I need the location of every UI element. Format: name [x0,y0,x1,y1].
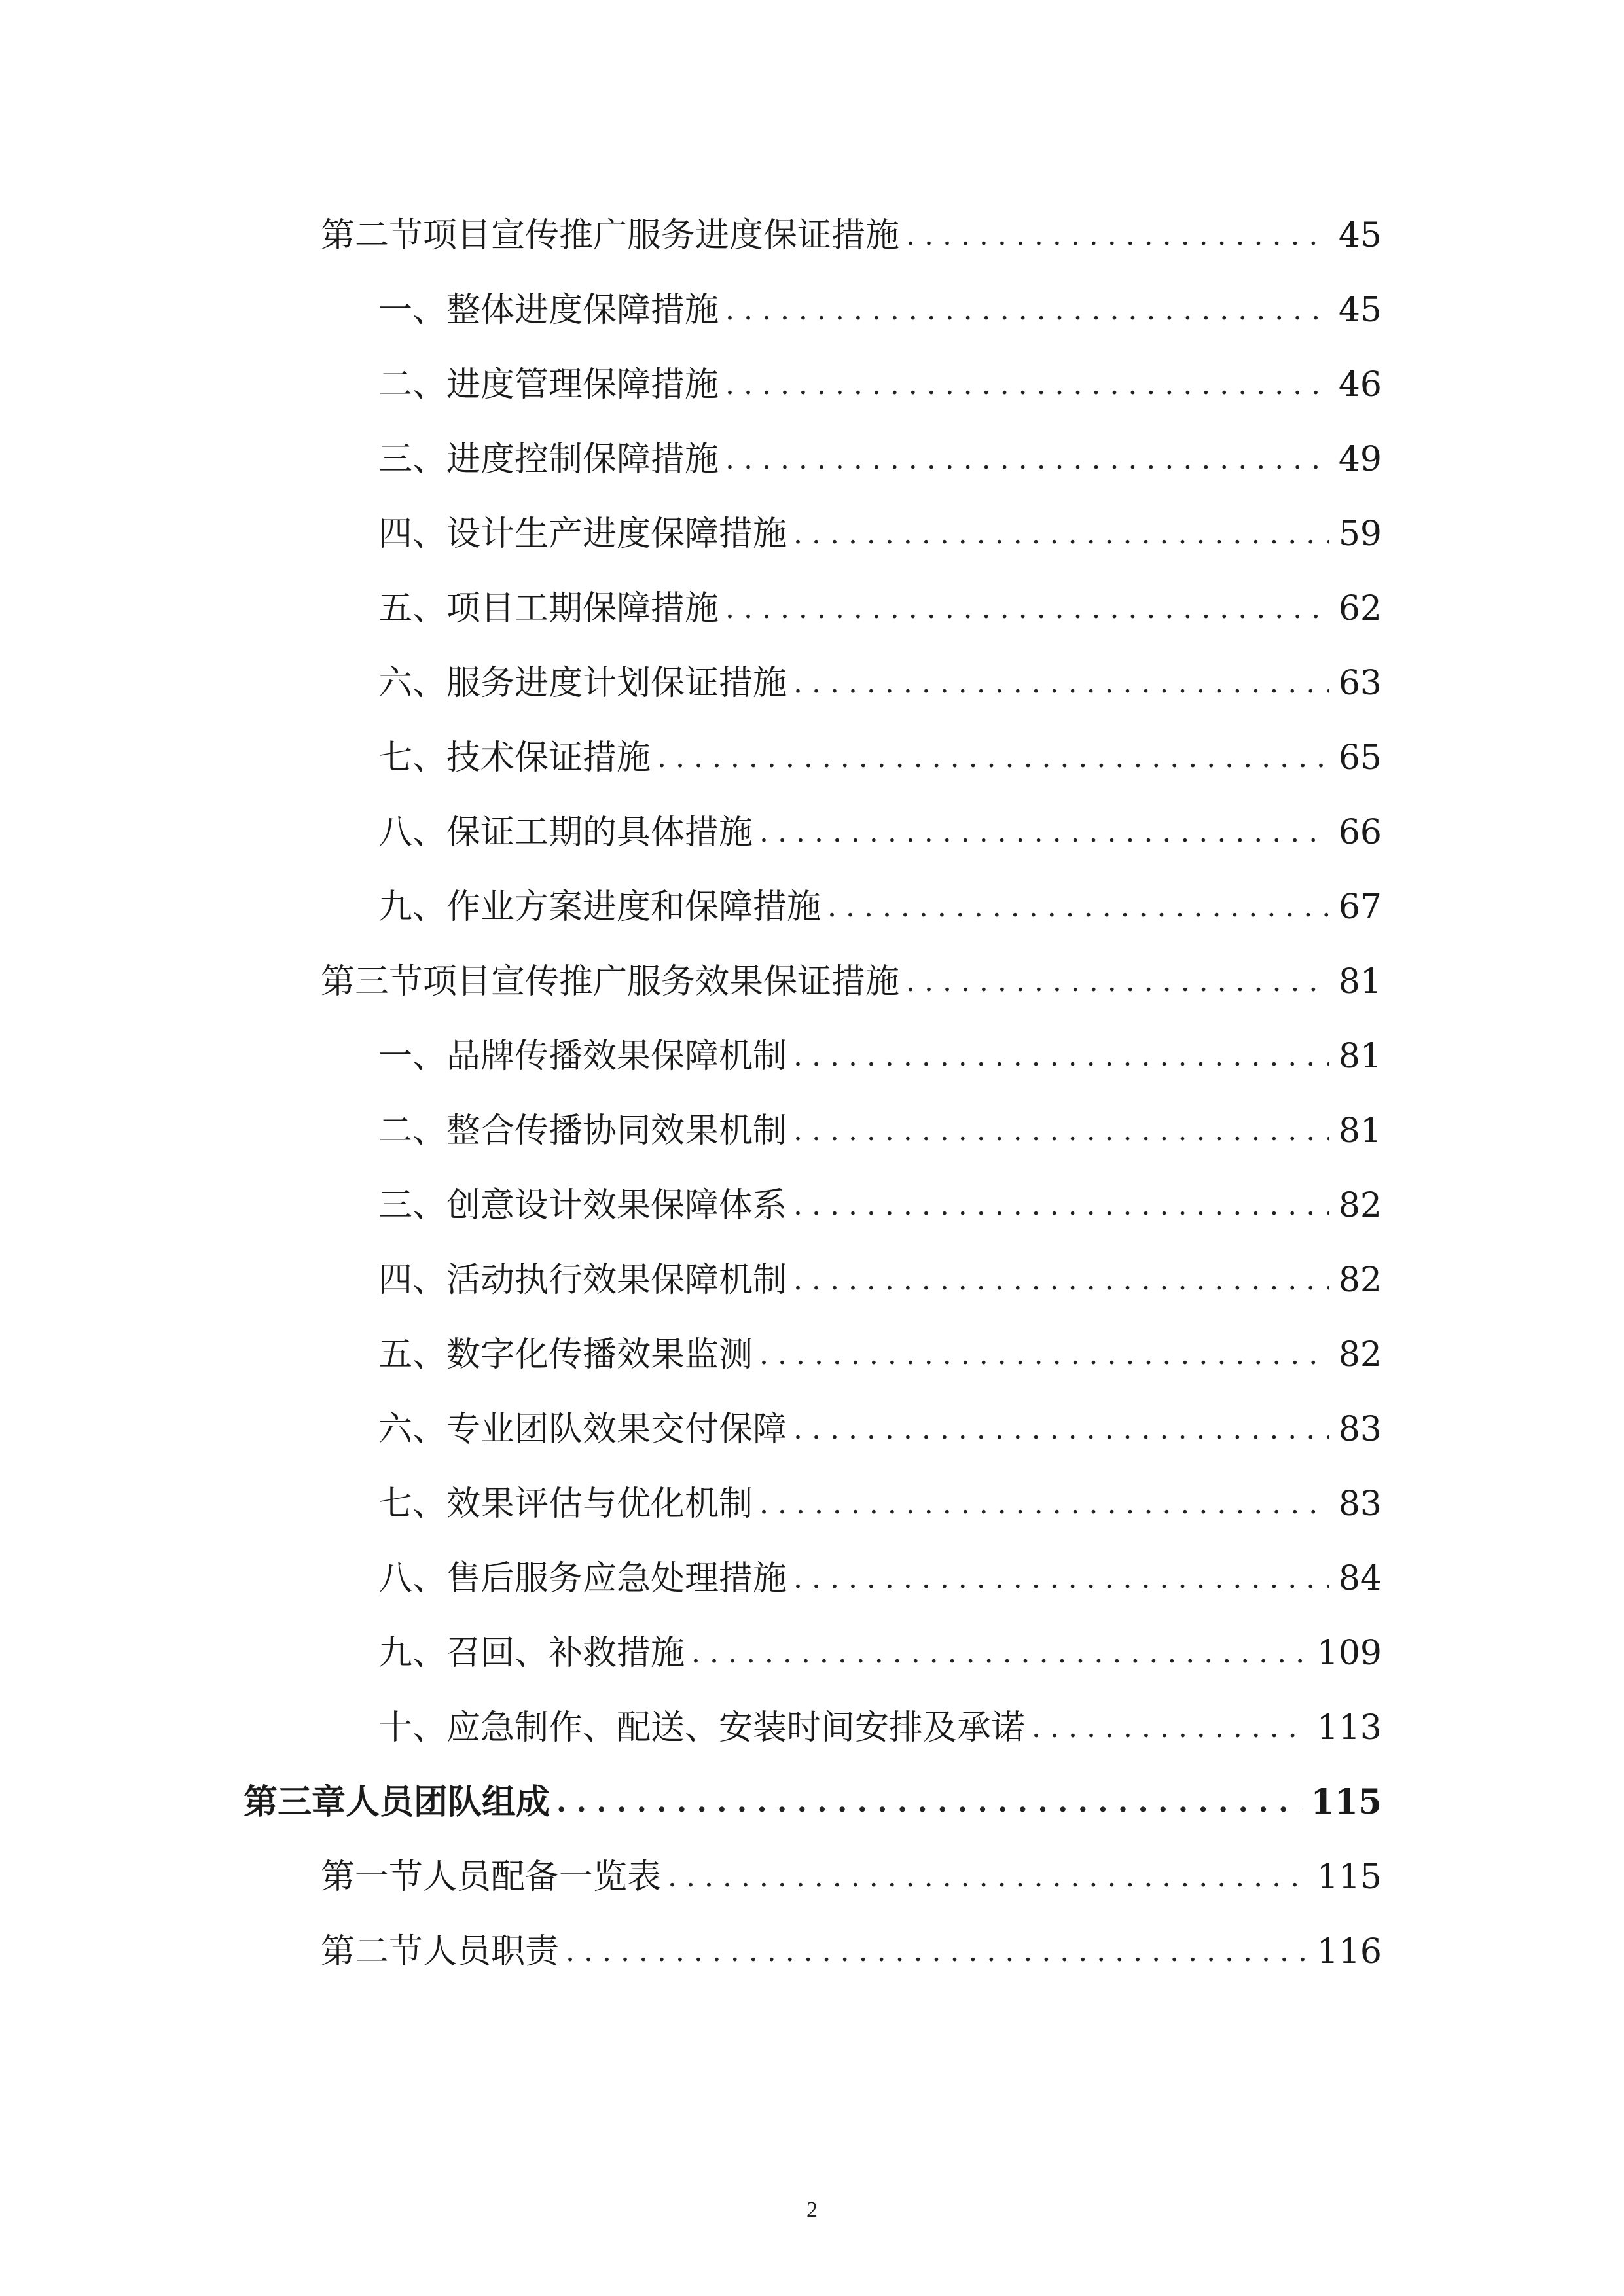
toc-entry-title: 数字化传播效果监测 [446,1335,753,1374]
toc-entry-page: 45 [1338,216,1382,255]
toc-entry-page: 67 [1338,888,1382,927]
toc-entry-title: 品牌传播效果保障机制 [446,1037,787,1076]
toc-entry-number: 第二节 [321,1932,424,1971]
toc-entry-number: 五、 [378,589,447,628]
toc-dot-leader [725,442,1329,476]
toc-entry-title: 服务进度计划保证措施 [446,664,787,703]
toc-dot-leader [906,219,1329,253]
toc-entry-title: 设计生产进度保障措施 [446,514,787,554]
toc-dot-leader [725,368,1329,402]
toc-dot-leader [691,1636,1308,1670]
toc-entry-title: 保证工期的具体措施 [446,813,753,852]
toc-entry-title: 项目工期保障措施 [446,589,719,628]
toc-entry-page: 115 [1316,1857,1382,1897]
toc-entry-page: 82 [1338,1261,1382,1300]
toc-dot-leader [725,293,1329,327]
toc-dot-leader [793,1114,1329,1148]
toc-entry[interactable] [378,787,1382,852]
toc-entry-title: 作业方案进度和保障措施 [446,888,821,927]
toc-entry-number: 第二节 [321,216,424,255]
toc-entry-page: 82 [1338,1335,1382,1374]
toc-entry-title: 应急制作、配送、安装时间安排及承诺 [446,1708,1026,1748]
toc-entry[interactable] [378,712,1382,778]
toc-entry[interactable] [378,563,1382,628]
toc-entry-page: 109 [1316,1634,1382,1673]
toc-entry-page: 59 [1338,514,1382,554]
toc-dot-leader [793,517,1329,551]
toc-entry-page: 81 [1338,1111,1382,1151]
toc-entry-number: 六、 [378,664,447,703]
toc-entry-page: 115 [1310,1782,1382,1822]
toc-entry[interactable] [378,861,1382,927]
toc-entry-page: 82 [1338,1186,1382,1225]
toc-entry-number: 三、 [378,1186,447,1225]
footer-page-number: 2 [806,2198,818,2222]
toc-entry-page: 46 [1338,365,1382,404]
toc-entry[interactable] [378,1607,1382,1673]
toc-entry-title: 召回、补救措施 [446,1634,685,1673]
toc-entry-number: 一、 [378,1037,447,1076]
toc-entry-number: 九、 [378,888,447,927]
toc-dot-leader [793,666,1329,700]
toc-entry-number: 四、 [378,514,447,554]
toc-entry-page: 63 [1338,664,1382,703]
toc-dot-leader [725,592,1329,626]
toc-dot-leader [759,1487,1329,1521]
toc-entry-number: 五、 [378,1335,447,1374]
toc-entry[interactable] [378,414,1382,479]
toc-dot-leader [556,1785,1301,1820]
toc-entry-page: 49 [1338,440,1382,479]
toc-dot-leader [566,1935,1308,1969]
toc-dot-leader [759,816,1329,850]
toc-entry-number: 六、 [378,1410,447,1449]
toc-entry-number: 三、 [378,440,447,479]
toc-entry-title: 进度管理保障措施 [446,365,719,404]
toc-entry-number: 十、 [378,1708,447,1748]
toc-entry-number: 八、 [378,813,447,852]
toc-entry-page: 83 [1338,1484,1382,1524]
toc-entry-page: 65 [1338,738,1382,778]
toc-entry[interactable] [378,1533,1382,1598]
toc-entry-title: 创意设计效果保障体系 [446,1186,787,1225]
toc-entry[interactable] [378,264,1382,330]
toc-entry[interactable] [321,936,1382,1001]
toc-entry-title: 售后服务应急处理措施 [446,1559,787,1598]
toc-entry-title: 人员配备一览表 [423,1857,662,1897]
toc-entry[interactable] [321,1906,1382,1971]
toc-entry-title: 效果评估与优化机制 [446,1484,753,1524]
toc-entry-number: 二、 [378,1111,447,1151]
toc-entry-title: 人员职责 [423,1932,560,1971]
toc-entry-title: 项目宣传推广服务进度保证措施 [423,216,900,255]
toc-dot-leader [793,1562,1329,1596]
toc-entry[interactable] [378,1384,1382,1449]
toc-entry-number: 第三章 [244,1782,346,1822]
toc-entry-title: 技术保证措施 [446,738,651,778]
toc-entry-page: 81 [1338,1037,1382,1076]
toc-entry[interactable] [378,1085,1382,1151]
toc-entry-page: 45 [1338,291,1382,330]
toc-entry-page: 81 [1338,962,1382,1001]
toc-entry[interactable] [321,190,1382,255]
toc-entry[interactable] [378,1011,1382,1076]
toc-entry[interactable] [378,1458,1382,1524]
toc-entry-title: 人员团队组成 [346,1782,550,1822]
toc-entry-title: 整合传播协同效果机制 [446,1111,787,1151]
toc-entry-number: 七、 [378,738,447,778]
toc-entry-number: 一、 [378,291,447,330]
toc-entry[interactable] [378,1160,1382,1225]
toc-dot-leader [668,1860,1308,1894]
toc-dot-leader [759,1338,1329,1372]
toc-entry-page: 66 [1338,813,1382,852]
toc-entry-page: 113 [1316,1708,1382,1748]
toc-entry[interactable] [378,1309,1382,1374]
toc-entry-title: 专业团队效果交付保障 [446,1410,787,1449]
toc-entry-page: 62 [1338,589,1382,628]
toc-entry[interactable] [378,637,1382,703]
toc-dot-leader [906,965,1329,999]
toc-entry-number: 二、 [378,365,447,404]
toc-dot-leader [793,1039,1329,1073]
toc-entry-number: 第三节 [321,962,424,1001]
toc-entry-page: 84 [1338,1559,1382,1598]
toc-entry[interactable] [378,339,1382,404]
toc-dot-leader [657,741,1329,775]
toc-entry[interactable] [321,1831,1382,1897]
toc-entry-number: 四、 [378,1261,447,1300]
toc-entry-number: 八、 [378,1559,447,1598]
toc-entry-page: 116 [1316,1932,1382,1971]
toc-dot-leader [827,890,1329,924]
toc-entry-number: 七、 [378,1484,447,1524]
toc-entry-number: 第一节 [321,1857,424,1897]
toc-entry[interactable] [378,1234,1382,1300]
toc-entry[interactable] [378,488,1382,554]
toc-entry-title: 进度控制保障措施 [446,440,719,479]
toc-entry-title: 整体进度保障措施 [446,291,719,330]
toc-dot-leader [1032,1711,1308,1745]
toc-entry[interactable] [378,1682,1382,1748]
toc-dot-leader [793,1263,1329,1297]
toc-entry-title: 项目宣传推广服务效果保证措施 [423,962,900,1001]
toc-dot-leader [793,1189,1329,1223]
toc-entry-page: 83 [1338,1410,1382,1449]
toc-entry-title: 活动执行效果保障机制 [446,1261,787,1300]
toc-chapter-entry[interactable] [244,1757,1382,1822]
toc-entry-number: 九、 [378,1634,447,1673]
toc-dot-leader [793,1412,1329,1446]
